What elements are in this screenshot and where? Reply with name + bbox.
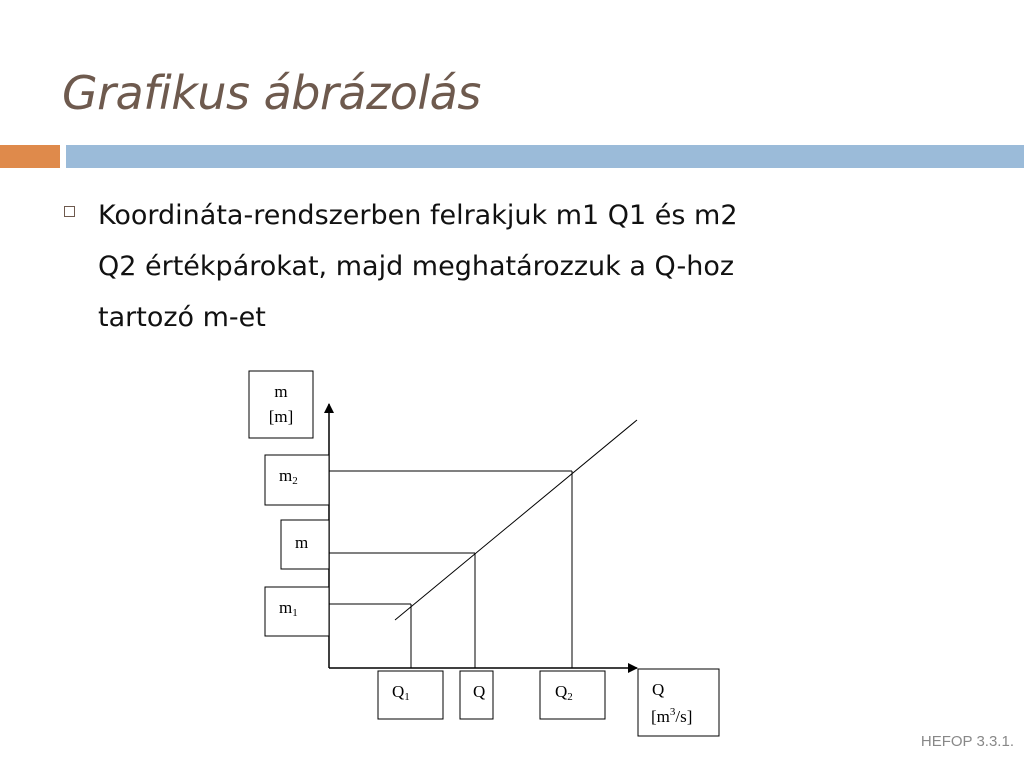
m2-label-box [265, 455, 329, 505]
footer-project-code: HEFOP 3.3.1. [920, 733, 1014, 750]
m-label: m [295, 533, 309, 552]
interpolation-line [395, 420, 637, 620]
x-axis-label-box [638, 669, 719, 736]
m-label-box [281, 520, 329, 569]
q-label: Q [473, 682, 486, 701]
q1-label-box [378, 671, 443, 719]
x-axis-label-post: /s] [675, 707, 693, 726]
y-axis-label-line2: [m] [268, 407, 294, 426]
m1-label-box [265, 587, 329, 636]
q1-subscript: 1 [404, 691, 410, 703]
m2-subscript: 2 [292, 475, 298, 487]
q2-subscript: 2 [567, 691, 573, 703]
q1-label: Q [392, 682, 405, 701]
y-axis-label-line1: m [274, 382, 288, 401]
x-axis-label-pre: [m [651, 707, 670, 726]
x-axis-label-sup: 3 [669, 706, 676, 718]
m1-label: m [279, 598, 293, 617]
m2-label: m [279, 466, 293, 485]
m1-subscript: 1 [292, 607, 298, 619]
q-label-box [460, 671, 493, 719]
y-axis-label-box [249, 371, 313, 438]
q2-label: Q [555, 682, 568, 701]
q2-label-box [540, 671, 605, 719]
slide-title: Grafikus ábrázolás [62, 66, 481, 120]
bullet-line-3: tartozó m-et [98, 302, 266, 333]
bullet-line-2: Q2 értékpárokat, majd meghatározzuk a Q-hoz [98, 251, 735, 282]
x-axis-label-line1: Q [652, 680, 665, 699]
bullet-line-1: Koordináta-rendszerben felrakjuk m1 Q1 és m2 [98, 200, 738, 231]
